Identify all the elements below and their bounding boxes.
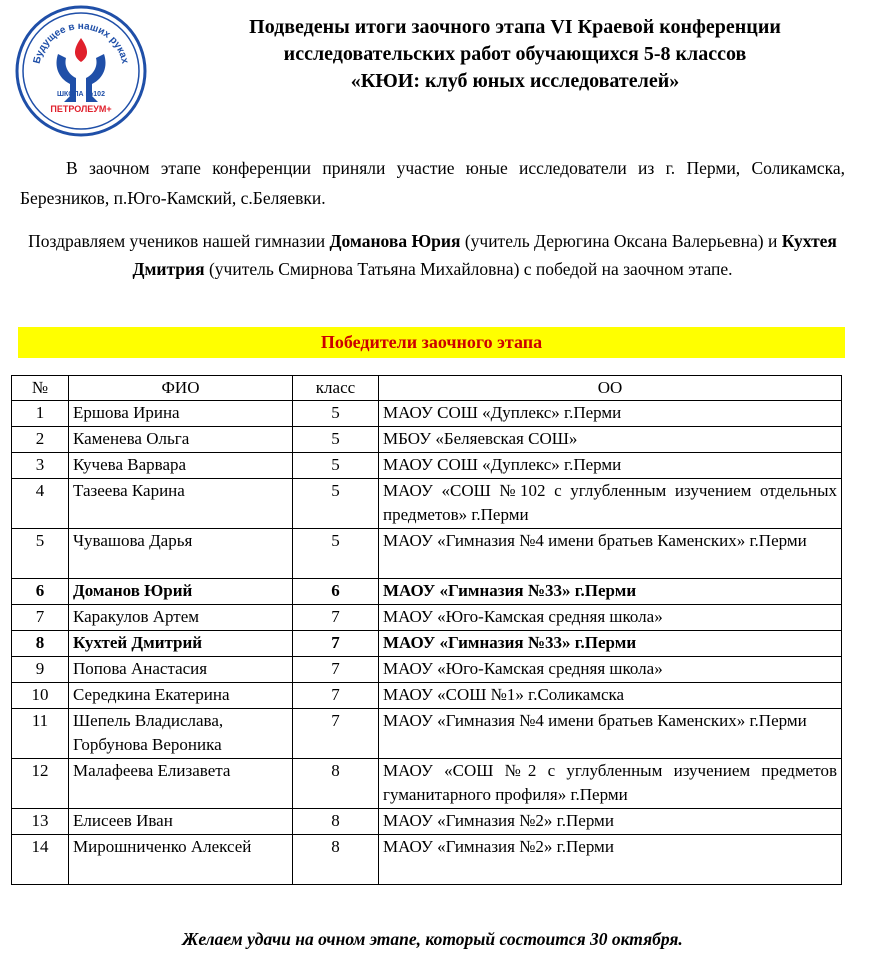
title-line-1: Подведены итоги заочного этапа VI Краевой конференции	[249, 16, 781, 38]
winners-table	[11, 375, 842, 885]
cell-grade: 8	[293, 809, 379, 835]
cell-num: 6	[12, 579, 69, 605]
table-row-highlighted	[12, 631, 842, 657]
cell-num: 8	[12, 631, 69, 657]
table-body	[12, 401, 842, 885]
cell-grade: 7	[293, 631, 379, 657]
cell-grade: 5	[293, 427, 379, 453]
school-logo	[14, 4, 148, 138]
table-row	[12, 401, 842, 427]
cell-org: МАОУ «Гимназия №2» г.Перми	[379, 809, 842, 835]
cell-org: МАОУ «СОШ №2 с углубленным изучением предметов гуманитарного профиля» г.Перми	[379, 759, 842, 809]
table-row-highlighted	[12, 579, 842, 605]
cell-org: МАОУ «Гимназия №2» г.Перми	[379, 835, 842, 885]
cell-fio: Елисеев Иван	[69, 809, 293, 835]
cell-grade: 5	[293, 453, 379, 479]
logo-school-text: ШКОЛА №102	[57, 91, 105, 98]
cell-fio: Малафеева Елизавета	[69, 759, 293, 809]
winners-banner: Победители заочного этапа	[18, 327, 845, 358]
cell-num: 3	[12, 453, 69, 479]
header-org: ОО	[379, 376, 842, 401]
cell-org: МАОУ «Гимназия №4 имени братьев Каменских» г.Перми	[379, 709, 842, 759]
cell-fio: Чувашова Дарья	[69, 529, 293, 579]
table-row	[12, 605, 842, 631]
cell-grade: 8	[293, 759, 379, 809]
table-row	[12, 657, 842, 683]
table-row	[12, 683, 842, 709]
cell-num: 10	[12, 683, 69, 709]
cell-num: 14	[12, 835, 69, 885]
table-row	[12, 479, 842, 529]
cell-num: 4	[12, 479, 69, 529]
table-row	[12, 453, 842, 479]
cell-grade: 5	[293, 529, 379, 579]
cell-grade: 6	[293, 579, 379, 605]
table-row	[12, 809, 842, 835]
congrats-text-3: (учитель Смирнова Татьяна Михайловна) с победой на заочном этапе.	[204, 259, 733, 279]
cell-org: МАОУ СОШ «Дуплекс» г.Перми	[379, 401, 842, 427]
table-header-row	[12, 376, 842, 401]
page-title	[150, 14, 880, 95]
header-num: №	[12, 376, 69, 401]
cell-grade: 7	[293, 657, 379, 683]
cell-fio: Кучева Варвара	[69, 453, 293, 479]
cell-org: МАОУ «Юго-Камская средняя школа»	[379, 657, 842, 683]
header-fio: ФИО	[69, 376, 293, 401]
cell-fio: Доманов Юрий	[69, 579, 293, 605]
cell-num: 11	[12, 709, 69, 759]
cell-org: МАОУ «Гимназия №33» г.Перми	[379, 631, 842, 657]
cell-org: МАОУ «СОШ №102 с углубленным изучением отдельных предметов» г.Перми	[379, 479, 842, 529]
cell-grade: 7	[293, 605, 379, 631]
cell-fio: Кухтей Дмитрий	[69, 631, 293, 657]
cell-org: МБОУ «Беляевская СОШ»	[379, 427, 842, 453]
cell-grade: 8	[293, 835, 379, 885]
title-line-3: «КЮИ: клуб юных исследователей»	[350, 70, 680, 92]
cell-num: 12	[12, 759, 69, 809]
cell-fio: Середкина Екатерина	[69, 683, 293, 709]
table-row	[12, 759, 842, 809]
congrats-text-2: (учитель Дерюгина Оксана Валерьевна) и	[460, 231, 782, 251]
cell-fio: Каменева Ольга	[69, 427, 293, 453]
cell-fio: Ершова Ирина	[69, 401, 293, 427]
table-row	[12, 835, 842, 885]
cell-fio: Каракулов Артем	[69, 605, 293, 631]
cell-org: МАОУ «Гимназия №33» г.Перми	[379, 579, 842, 605]
intro-paragraph: В заочном этапе конференции приняли участие юные исследователи из г. Перми, Соликамска, Березников, п.Юго-Камский, с.Беляевки.	[20, 158, 845, 208]
header-grade: класс	[293, 376, 379, 401]
cell-grade: 5	[293, 479, 379, 529]
cell-org: МАОУ СОШ «Дуплекс» г.Перми	[379, 453, 842, 479]
title-line-2: исследовательских работ обучающихся 5-8 классов	[283, 43, 747, 65]
cell-grade: 7	[293, 709, 379, 759]
cell-grade: 7	[293, 683, 379, 709]
cell-grade: 5	[293, 401, 379, 427]
congrats-text-1: Поздравляем учеников нашей гимназии	[28, 231, 330, 251]
congrats-name-2: Кухтея Дмитрия	[132, 231, 837, 279]
cell-fio: Попова Анастасия	[69, 657, 293, 683]
cell-num: 5	[12, 529, 69, 579]
closing-wish: Желаем удачи на очном этапе, который состоится 30 октября.	[182, 929, 683, 949]
table-row	[12, 427, 842, 453]
logo-arc-text: Будущее в наших руках	[31, 20, 131, 65]
cell-fio: Тазеева Карина	[69, 479, 293, 529]
cell-num: 9	[12, 657, 69, 683]
cell-fio: Шепель Владислава, Горбунова Вероника	[69, 709, 293, 759]
congrats-name-1: Доманова Юрия	[329, 231, 461, 251]
table-row	[12, 529, 842, 579]
cell-num: 7	[12, 605, 69, 631]
cell-org: МАОУ «СОШ №1» г.Соликамска	[379, 683, 842, 709]
cell-num: 1	[12, 401, 69, 427]
cell-num: 2	[12, 427, 69, 453]
table-row	[12, 709, 842, 759]
cell-org: МАОУ «Гимназия №4 имени братьев Каменских» г.Перми	[379, 529, 842, 579]
cell-num: 13	[12, 809, 69, 835]
congratulation-paragraph	[20, 227, 845, 283]
cell-org: МАОУ «Юго-Камская средняя школа»	[379, 605, 842, 631]
logo-brand-text: ПЕТРОЛЕУМ+	[50, 104, 112, 114]
cell-fio: Мирошниченко Алексей	[69, 835, 293, 885]
